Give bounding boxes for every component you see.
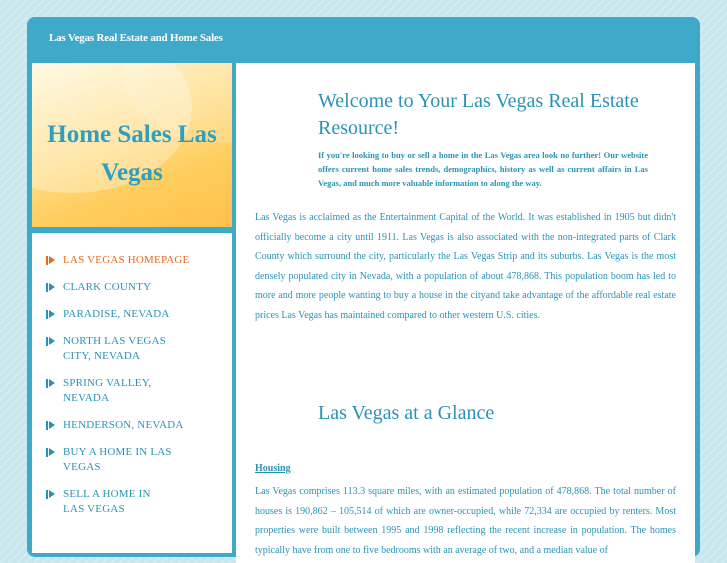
intro-paragraph: Las Vegas is acclaimed as the Entertainment Capital of the World. It was established in 1905 but didn't officially become a city until 1911. Las Vegas is also associated with the non-integrated parts of Clark County which surround the city, particularly the Las Vegas Strip and its suburbs. Las Vegas is the most densely populated city in Nevada, with a population of about 478,868. This population boom has led to more and more people wanting to buy a house in the cityand take advantage of the affordable real estate prices Las Vegas has maintained compared to other western U.S. cities. <box>255 212 676 321</box>
nav-item-las-vegas-homepage[interactable] <box>32 253 232 268</box>
site-title[interactable]: Las Vegas Real Estate and Home Sales <box>49 32 223 44</box>
nav-item-label: CLARK COUNTY <box>63 281 152 293</box>
nav-item-paradise-nevada[interactable] <box>32 307 232 322</box>
housing-paragraph: Las Vegas comprises 113.3 square miles, with an estimated population of 478,868. The total number of houses is 190,862 – 105,514 of which are owner-occupied, while 72,334 are occupied by renters. Most properties were built between 1995 and 1998 reflecting the recent increase in population. The homes typically have from one to five bedrooms with an average of two, and a median value of <box>255 486 676 556</box>
sidebar-nav <box>32 233 232 553</box>
main-content <box>236 63 695 563</box>
intro-text: If you're looking to buy or sell a home in the Las Vegas area look no further! Our website offers current home sales trends, demographics, history as well as current affairs in Las Vegas, and much more valuable information to along the way. <box>318 150 648 188</box>
nav-item-spring-valley[interactable] <box>32 376 172 406</box>
housing-subheading: Housing <box>255 463 291 474</box>
arrow-bullet-icon <box>49 421 55 429</box>
logo-text[interactable]: Home Sales Las Vegas <box>47 121 217 186</box>
nav-item-label: NORTH LAS VEGAS CITY, NEVADA <box>63 335 166 362</box>
nav-item-label: BUY A HOME IN LAS VEGAS <box>63 446 172 473</box>
nav-item-label: LAS VEGAS HOMEPAGE <box>63 254 190 266</box>
arrow-bullet-icon <box>49 490 55 498</box>
glance-heading: Las Vegas at a Glance <box>318 402 495 424</box>
logo-banner <box>32 63 232 227</box>
arrow-bullet-icon <box>49 448 55 456</box>
arrow-bullet-icon <box>49 283 55 291</box>
nav-item-label: PARADISE, NEVADA <box>63 308 170 320</box>
nav-item-buy-a-home[interactable] <box>32 445 182 475</box>
nav-item-label: HENDERSON, NEVADA <box>63 419 184 431</box>
arrow-bullet-icon <box>49 337 55 345</box>
arrow-bullet-icon <box>49 379 55 387</box>
nav-item-north-las-vegas-city[interactable] <box>32 334 202 364</box>
nav-item-label: SELL A HOME IN LAS VEGAS <box>63 488 151 515</box>
sidebar <box>32 63 232 553</box>
arrow-bullet-icon <box>49 310 55 318</box>
arrow-bullet-icon <box>49 256 55 264</box>
welcome-heading: Welcome to Your Las Vegas Real Estate Resource! <box>318 90 639 139</box>
nav-item-label: SPRING VALLEY, NEVADA <box>63 377 152 404</box>
nav-item-sell-a-home[interactable] <box>32 487 182 517</box>
page-frame <box>27 17 700 557</box>
nav-item-henderson-nevada[interactable] <box>32 418 232 433</box>
nav-item-clark-county[interactable] <box>32 280 232 295</box>
